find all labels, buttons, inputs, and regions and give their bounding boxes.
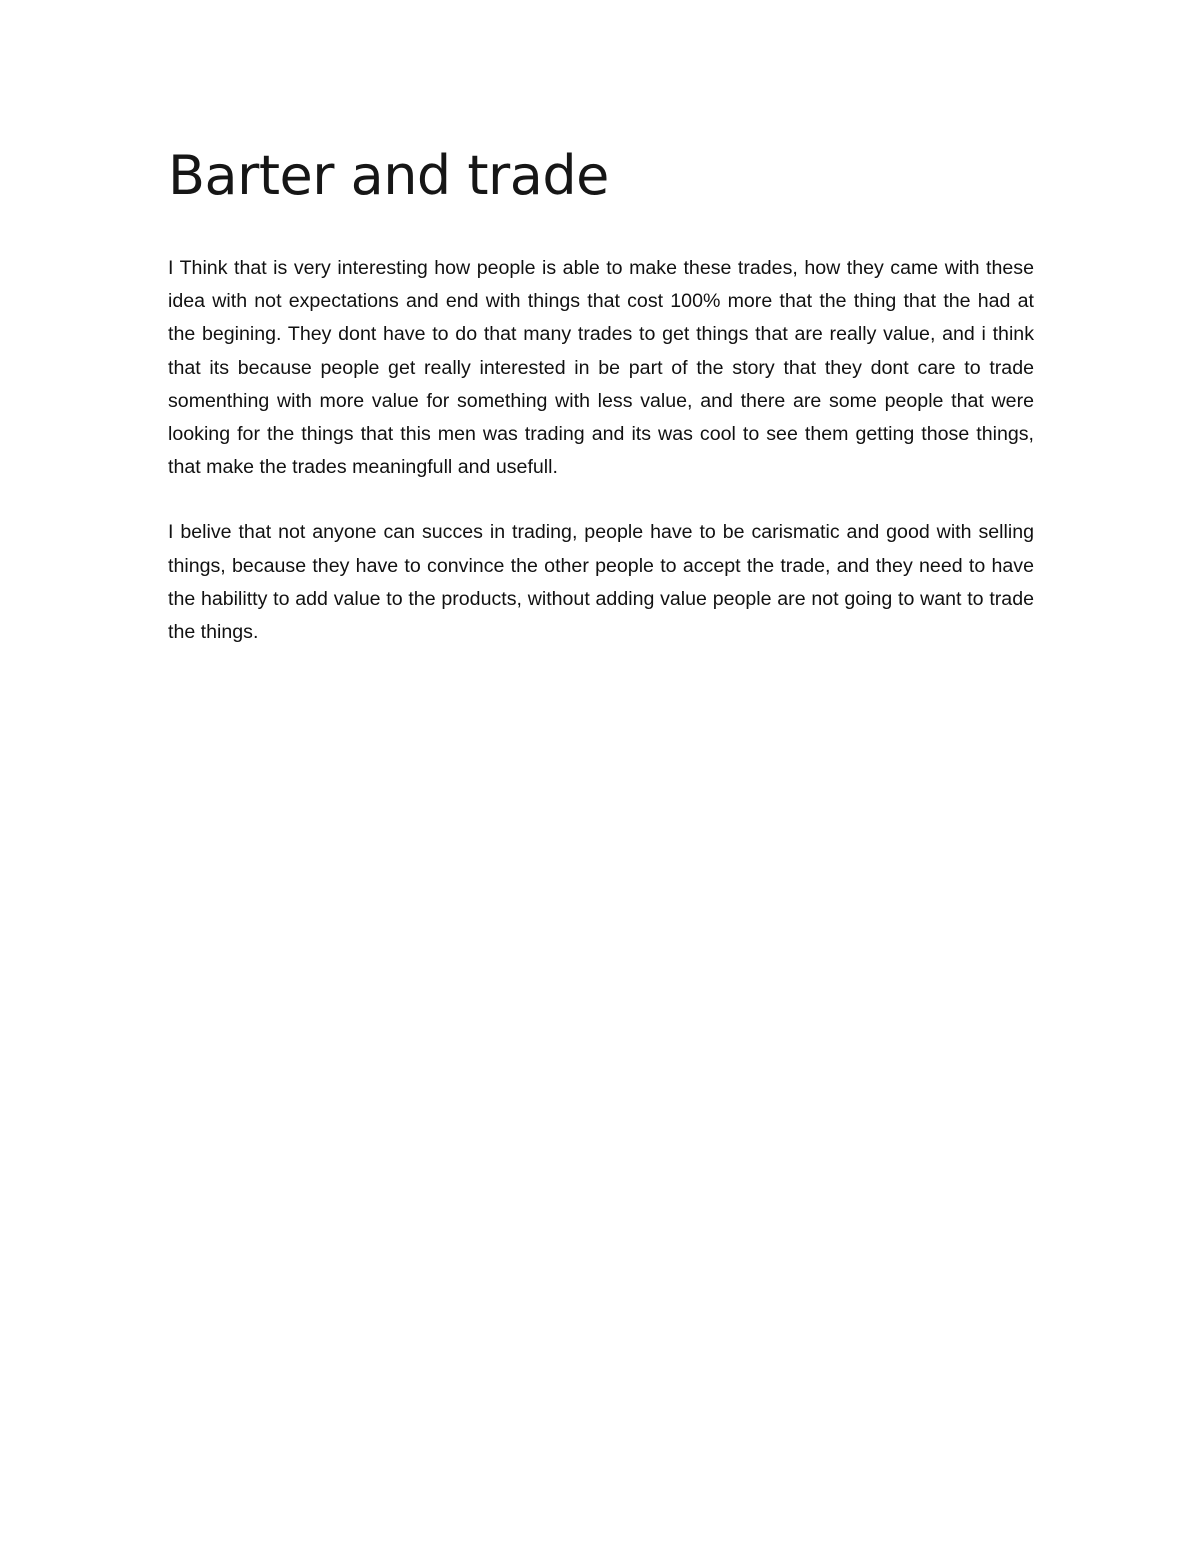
document-body <box>168 140 1034 649</box>
paragraph-2: I belive that not anyone can succes in trading, people have to be carismatic and good with selling things, because they have to convince the other people to accept the trade, and they need to have the habilitty to add value to the products, without adding value people are not going to want to trade the things. <box>168 521 1034 644</box>
paragraph-1: I Think that is very interesting how people is able to make these trades, how they came with these idea with not expectations and end with things that cost 100% more that the thing that the had at the begining. They dont have to do that many trades to get things that are really value, and i think that its because people get really interested in be part of the story that they dont care to trade somenthing with more value for something with less value, and there are some people that were looking for the things that this men was trading and its was cool to see them getting those things, that make the trades meaningfull and usefull. <box>168 257 1034 479</box>
document-title: Barter and trade <box>168 144 609 207</box>
